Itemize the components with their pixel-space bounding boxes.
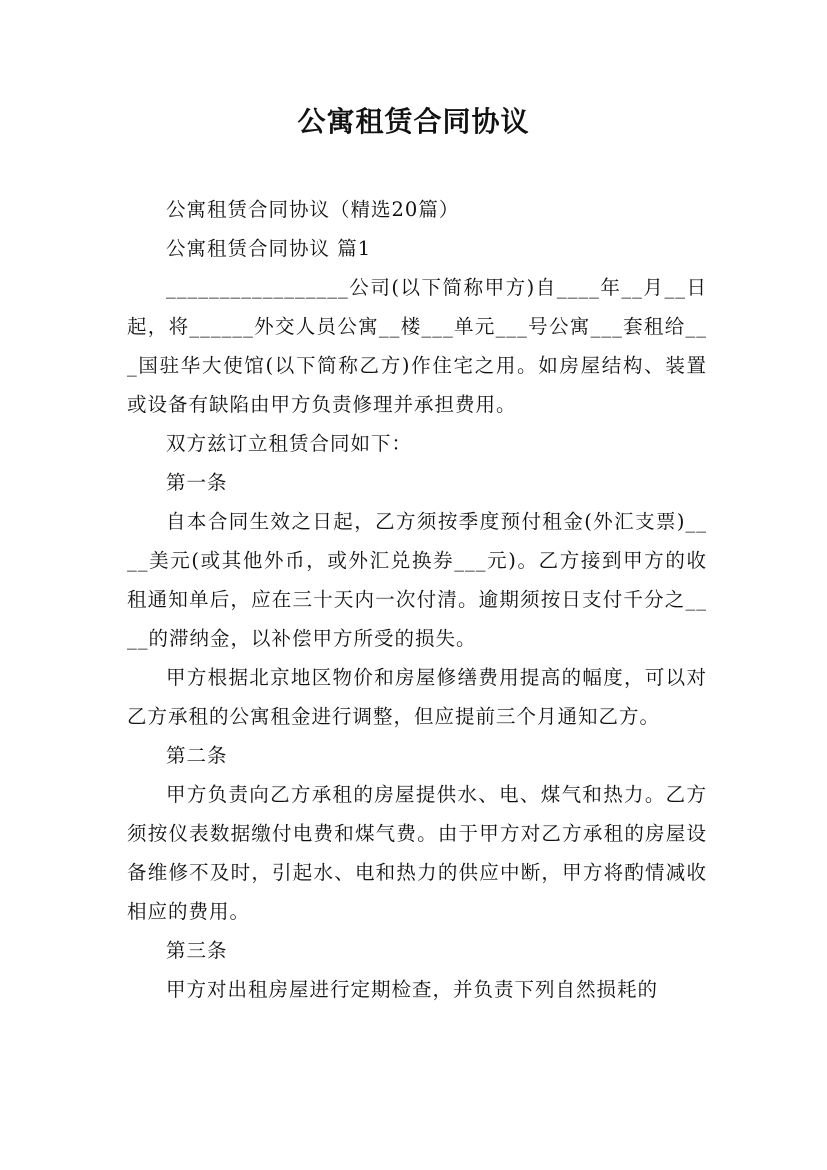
body-paragraph: 双方兹订立租赁合同如下： <box>166 432 413 455</box>
section-heading: 公寓租赁合同协议 篇1 <box>166 237 372 260</box>
body-paragraph: 自本合同生效之日起，乙方须按季度预付租金(外汇支票)____美元(或其他外币，或外汇兑换券___元)。乙方接到甲方的收租通知单后，应在三十天内一次付清。逾期须按日支付千分之____的滞纳金，以补偿甲方所受的损失。 <box>127 510 707 650</box>
article-heading: 第二条 <box>166 744 228 767</box>
document-body <box>127 190 707 1009</box>
document-title: 公寓租赁合同协议 <box>297 105 530 138</box>
subtitle-paragraph: 公寓租赁合同协议（精选20篇） <box>166 198 460 221</box>
body-paragraph: 甲方负责向乙方承租的房屋提供水、电、煤气和热力。乙方须按仪表数据缴付电费和煤气费。由于甲方对乙方承租的房屋设备维修不及时，引起水、电和热力的供应中断，甲方将酌情减收相应的费用。 <box>127 783 707 923</box>
article-heading: 第三条 <box>166 939 228 962</box>
body-paragraph: _________________公司(以下简称甲方)自____年__月__日起，将______外交人员公寓__楼___单元___号公寓___套租给___国驻华大使馆(以下简称乙方)作住宅之用。如房屋结构、装置或设备有缺陷由甲方负责修理并承担费用。 <box>127 276 707 416</box>
body-paragraph: 甲方根据北京地区物价和房屋修缮费用提高的幅度，可以对乙方承租的公寓租金进行调整，但应提前三个月通知乙方。 <box>127 666 707 728</box>
body-paragraph: 甲方对出租房屋进行定期检查，并负责下列自然损耗的 <box>166 978 659 1001</box>
article-heading: 第一条 <box>166 471 228 494</box>
